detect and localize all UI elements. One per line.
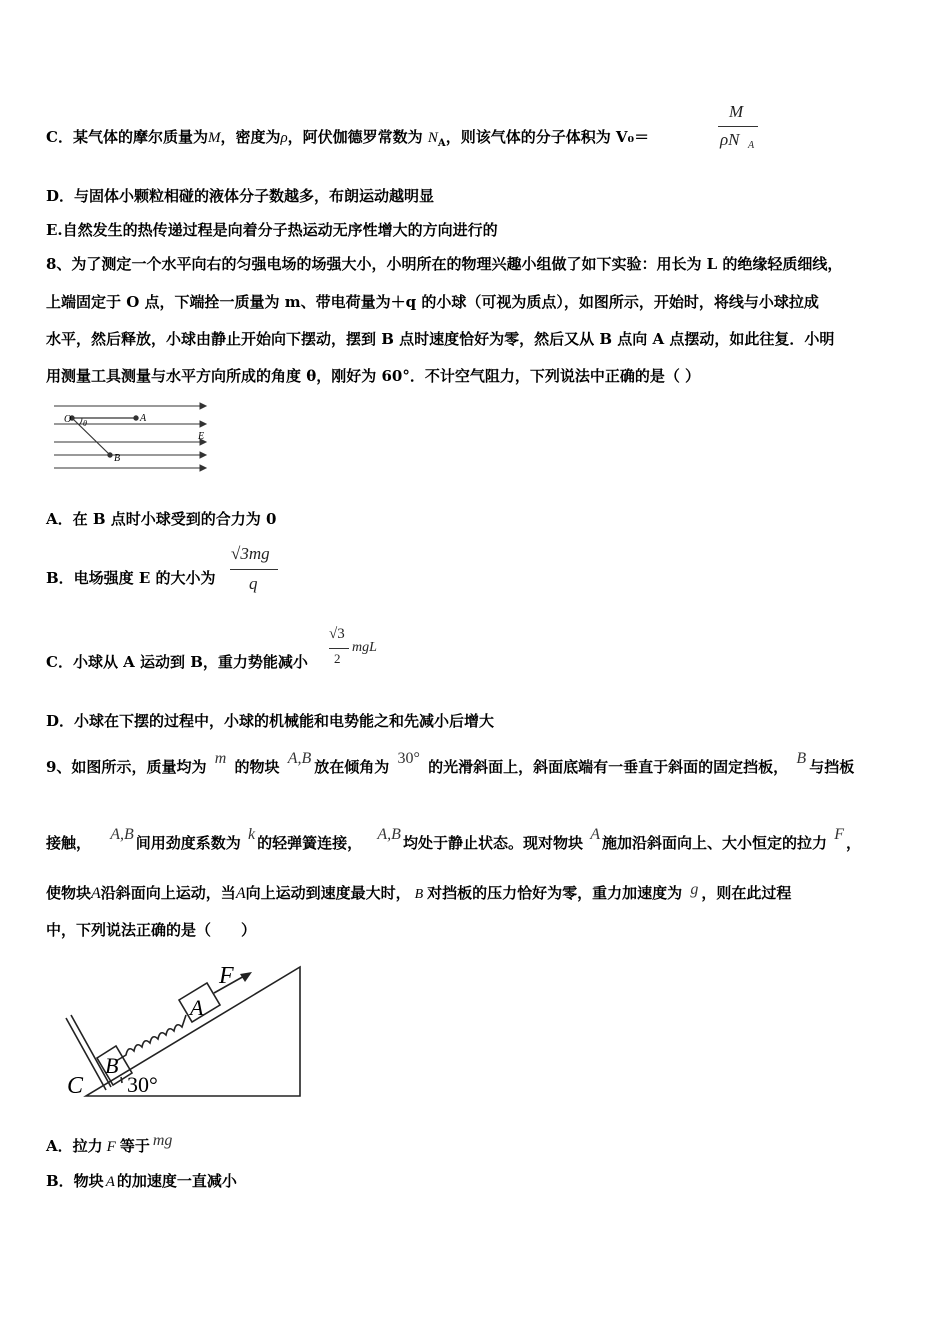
q8-option-c-fraction (327, 624, 387, 676)
q9-spring (116, 1015, 186, 1061)
q8-option-c-mgL: mgL (352, 640, 377, 655)
q9-l1-symbol-AB: A,B (287, 750, 312, 767)
q9-l1-text-d: 的光滑斜面上，斜面底端有一垂直于斜面的固定挡板， (428, 758, 789, 776)
q7-fraction-numerator: M (729, 102, 744, 121)
q9-l1-text-b: 的物块 (234, 758, 280, 776)
q8-option-a: A．在 B 点时小球受到的合力为 0 (46, 510, 277, 528)
q9-l2-symbol-AB: A,B (110, 826, 134, 843)
q8-field-arrow-4 (200, 452, 206, 458)
q9-l3-text-d: 对挡板的压力恰好为零，重力加速度为 (427, 884, 683, 902)
q9-l2-text-c: 的轻弹簧连接， (257, 834, 363, 852)
q9-label-C: C (67, 1073, 84, 1099)
q8-field-arrow-5 (200, 465, 206, 471)
q9-l3-text-a: 使物块 (46, 884, 92, 902)
q8-stem-line-1: 8、为了测定一个水平向右的匀强电场的场强大小，小明所在的物理兴趣小组做了如下实验：用长为 L 的绝缘轻质细线， (46, 255, 843, 273)
q7-symbol-M: M (207, 130, 221, 146)
q8-option-c-numerator: √3 (329, 626, 345, 642)
q9-option-b-symbol-A: A (105, 1174, 115, 1190)
q8-option-c: C．小球从 A 运动到 B，重力势能减小 (46, 653, 308, 671)
q9-l2-text-f: ， (846, 834, 862, 852)
q9-option-b (46, 1171, 237, 1192)
q7-equals: ＝ (634, 128, 650, 146)
q9-incline-spring-figure (56, 955, 308, 1100)
q9-stem-line-4: 中，下列说法正确的是（ ） (46, 921, 257, 939)
q8-option-c-fraction-bar (329, 648, 349, 649)
q9-l3-symbol-g: g (690, 881, 699, 898)
q9-label-angle: 30° (127, 1072, 158, 1097)
q7-option-c-tail: ，则该气体的分子体积为 (445, 128, 616, 146)
q9-l2-text-a: 接触， (46, 834, 92, 852)
q9-l3-text-b: 沿斜面向上运动，当 (100, 884, 236, 902)
q9-l1-symbol-30: 30° (397, 750, 420, 767)
q8-label-theta: θ (83, 419, 87, 428)
q9-l1-text-c: 放在倾角为 (314, 758, 390, 776)
q9-l1-text-a: 9、如图所示，质量均为 (46, 758, 207, 776)
q7-option-c (46, 127, 649, 154)
q8-field-arrow-2 (200, 421, 206, 427)
q7-symbol-NA-sub: A (437, 138, 446, 149)
q9-angle-arc (121, 1077, 122, 1083)
q9-stem-line-1 (46, 750, 855, 778)
q8-stem-line-3: 水平，然后释放，小球由静止开始向下摆动，摆到 B 点时速度恰好为零，然后又从 B 点向 A 点摆动，如此往复．小明 (46, 330, 835, 348)
q8-option-b-numerator: √3mg (231, 544, 270, 563)
q9-l2-symbol-A: A (590, 826, 600, 843)
q8-label-B: B (114, 453, 121, 464)
q8-option-b-denominator: q (249, 574, 258, 593)
q9-l1-text-e: 与挡板 (809, 758, 855, 776)
q8-label-A: A (140, 413, 147, 424)
q8-option-c-denominator: 2 (334, 651, 341, 666)
q8-stem-line-2: 上端固定于 O 点，下端拴一质量为 m、带电荷量为＋q 的小球（可视为质点），如图所示，开始时，将线与小球拉成 (46, 293, 819, 311)
q9-l1-symbol-m: m (214, 750, 227, 767)
q8-option-b-fraction (228, 542, 280, 598)
q9-l2-symbol-k: k (248, 826, 256, 843)
q9-l2-symbol-AB2: A,B (377, 826, 401, 843)
q8-ball-B (108, 453, 112, 457)
q9-label-F: F (219, 963, 234, 989)
q9-l3-text-c: 向上运动到速度最大时， (245, 884, 411, 902)
q9-l3-symbol-A: A (91, 885, 101, 902)
q7-fraction-denominator: ρN (720, 130, 740, 149)
q9-l3-text-e: ，则在此过程 (701, 884, 792, 902)
q7-option-c-mid: ，密度为 (220, 128, 281, 146)
q9-l2-text-b: 间用劲度系数为 (135, 834, 241, 852)
q7-option-e: E.自然发生的热传递过程是向着分子热运动无序性增大的方向进行的 (46, 221, 498, 239)
q9-l2-text-e: 施加沿斜面向上、大小恒定的拉力 (601, 834, 827, 852)
q8-stem-line-4: 用测量工具测量与水平方向所成的角度 θ，刚好为 60°．不计空气阻力，下列说法中正确的是（ ） (46, 367, 701, 385)
q8-option-d: D．小球在下摆的过程中，小球的机械能和电势能之和先减小后增大 (46, 712, 495, 730)
q9-stem-line-2 (46, 826, 862, 854)
q8-ball-A (134, 416, 138, 420)
q9-label-B: B (105, 1053, 119, 1078)
q8-field-arrow-1 (200, 403, 206, 409)
q7-fraction-denominator-sub: A (748, 140, 755, 151)
q9-l3-symbol-B: B (414, 887, 424, 902)
q8-electric-field-pendulum-figure (46, 398, 216, 474)
q9-stem-line-3 (46, 883, 791, 905)
q9-option-a-symbol-F: F (106, 1139, 116, 1155)
q7-option-c-text: C．某气体的摩尔质量为 (46, 128, 208, 146)
q7-option-d: D．与固体小颗粒相碰的液体分子数越多，布朗运动越明显 (46, 187, 435, 205)
q7-fraction-molecular-volume (716, 102, 760, 154)
q9-option-a-symbol-mg: mg (152, 1132, 173, 1149)
q9-l3-symbol-A2: A (235, 885, 246, 902)
q9-option-a-mid: 等于 (119, 1137, 150, 1155)
q8-option-b-fraction-bar (230, 569, 278, 570)
q7-symbol-rho: ρ (280, 130, 288, 146)
q9-option-b-text: B．物块 (46, 1172, 104, 1190)
q9-l2-text-d: 均处于静止状态。现对物块 (402, 834, 583, 852)
q7-fraction-bar (718, 126, 758, 127)
q7-symbol-V0: V₀ (615, 128, 635, 146)
q9-l1-symbol-B: B (796, 750, 807, 767)
q8-label-O: O (64, 414, 72, 425)
q9-option-b-tail: 的加速度一直减小 (116, 1172, 237, 1190)
q9-option-a (46, 1132, 173, 1157)
q7-symbol-NA: N (427, 130, 438, 146)
q8-option-b: B．电场强度 E 的大小为 (46, 569, 216, 587)
q9-label-A: A (190, 995, 204, 1020)
q9-l2-symbol-F: F (834, 826, 845, 843)
q9-option-a-text: A．拉力 (46, 1137, 103, 1155)
q8-label-E: E (198, 431, 205, 442)
q7-option-c-mid2: ，阿伏伽德罗常数为 (287, 128, 428, 146)
